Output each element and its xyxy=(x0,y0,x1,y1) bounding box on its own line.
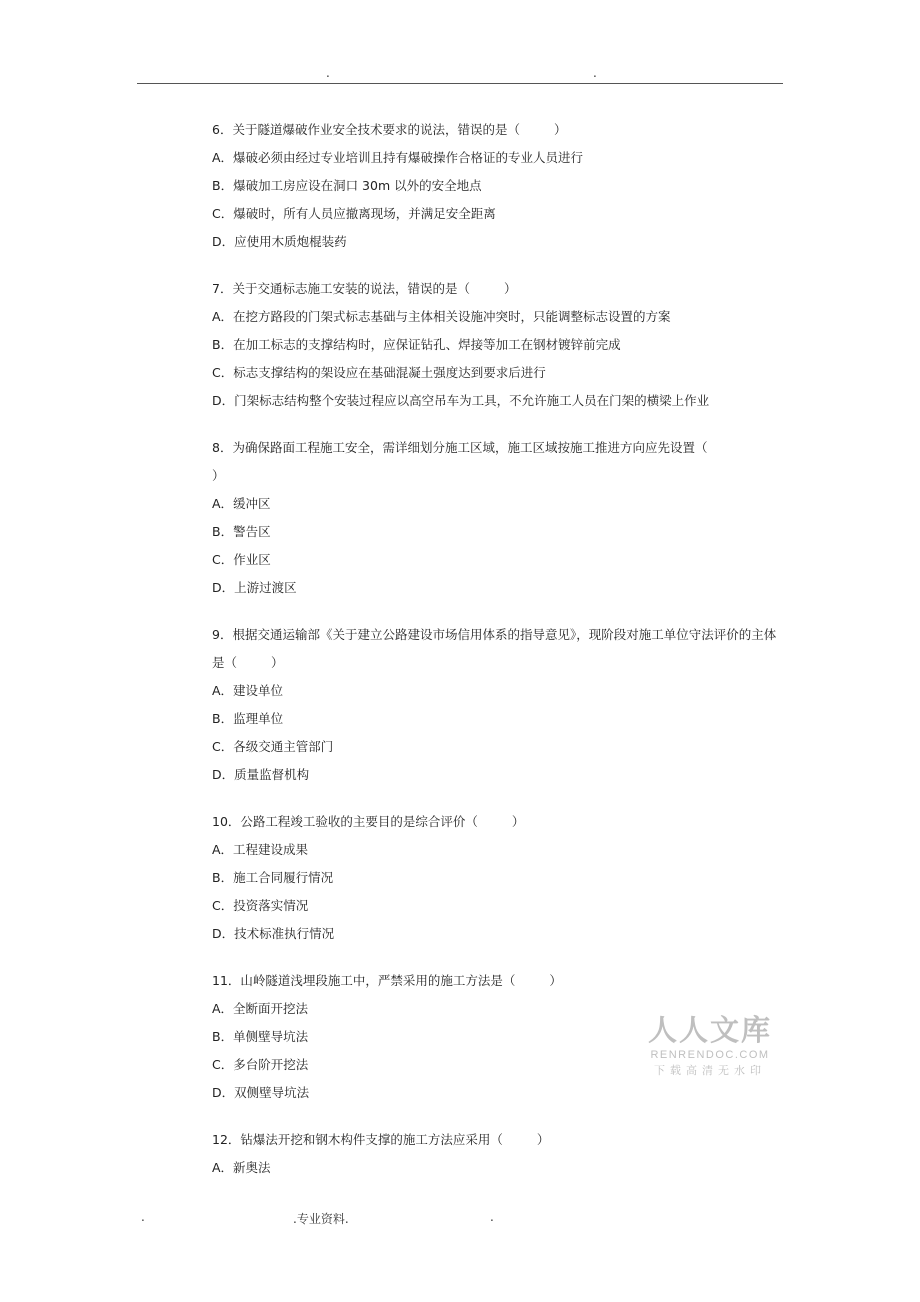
option-b: B．爆破加工房应设在洞口 30m 以外的安全地点 xyxy=(212,178,482,193)
option-d: D．应使用木质炮棍装药 xyxy=(212,234,347,249)
question-stem: 12．钻爆法开挖和钢木构件支撑的施工方法应采用（ ） xyxy=(212,1132,550,1147)
question-stem: 7．关于交通标志施工安装的说法，错误的是（ ） xyxy=(212,281,517,296)
question-9 xyxy=(212,621,782,789)
option-a: A．建设单位 xyxy=(212,683,284,698)
footer-label: .专业资料. xyxy=(293,1212,349,1226)
question-6 xyxy=(212,116,782,256)
footer-dot-right: . xyxy=(490,1210,494,1224)
question-stem: 6．关于隧道爆破作业安全技术要求的说法，错误的是（ ） xyxy=(212,122,567,137)
option-c: C．爆破时，所有人员应撤离现场，并满足安全距离 xyxy=(212,206,496,221)
option-c: C．投资落实情况 xyxy=(212,898,309,913)
question-8 xyxy=(212,434,782,602)
option-d: D．双侧壁导坑法 xyxy=(212,1085,310,1100)
option-a: A．新奥法 xyxy=(212,1160,271,1175)
question-7 xyxy=(212,275,782,415)
option-d: D．质量监督机构 xyxy=(212,767,310,782)
watermark-subtitle: 下载高清无水印 xyxy=(654,1064,766,1077)
option-c: C．多台阶开挖法 xyxy=(212,1057,309,1072)
option-c: C．各级交通主管部门 xyxy=(212,739,334,754)
watermark-logo xyxy=(640,1013,780,1079)
question-12 xyxy=(212,1126,782,1182)
option-d: D．技术标准执行情况 xyxy=(212,926,335,941)
option-d: D．门架标志结构整个安装过程应以高空吊车为工具，不允许施工人员在门架的横梁上作业 xyxy=(212,393,710,408)
watermark-title: 人人文库 xyxy=(647,1013,772,1047)
option-b: B．在加工标志的支撑结构时，应保证钻孔、焊接等加工在钢材镀锌前完成 xyxy=(212,337,621,352)
option-d: D．上游过渡区 xyxy=(212,580,297,595)
option-b: B．监理单位 xyxy=(212,711,284,726)
watermark-url: RENRENDOC.COM xyxy=(650,1049,770,1061)
option-b: B．施工合同履行情况 xyxy=(212,870,334,885)
option-a: A．在挖方路段的门架式标志基础与主体相关设施冲突时，只能调整标志设置的方案 xyxy=(212,309,671,324)
option-c: C．作业区 xyxy=(212,552,271,567)
question-stem: 9．根据交通运输部《关于建立公路建设市场信用体系的指导意见》，现阶段对施工单位守法评价的主体是（ ） xyxy=(212,627,777,670)
question-stem: 8．为确保路面工程施工安全，需详细划分施工区域，施工区域按施工推进方向应先设置（ ） xyxy=(212,440,708,483)
option-b: B．警告区 xyxy=(212,524,271,539)
option-a: A．全断面开挖法 xyxy=(212,1001,309,1016)
option-a: A．工程建设成果 xyxy=(212,842,309,857)
header-rule xyxy=(137,83,783,84)
footer-dot-left: . xyxy=(141,1210,145,1224)
question-stem: 11．山岭隧道浅埋段施工中，严禁采用的施工方法是（ ） xyxy=(212,973,562,988)
option-a: A．缓冲区 xyxy=(212,496,271,511)
option-a: A．爆破必须由经过专业培训且持有爆破操作合格证的专业人员进行 xyxy=(212,150,584,165)
option-b: B．单侧壁导坑法 xyxy=(212,1029,309,1044)
question-stem: 10．公路工程竣工验收的主要目的是综合评价（ ） xyxy=(212,814,525,829)
question-10 xyxy=(212,808,782,948)
header-dot-right: . xyxy=(593,66,597,80)
header-dot-left: . xyxy=(326,66,330,80)
option-c: C．标志支撑结构的架设应在基础混凝土强度达到要求后进行 xyxy=(212,365,546,380)
